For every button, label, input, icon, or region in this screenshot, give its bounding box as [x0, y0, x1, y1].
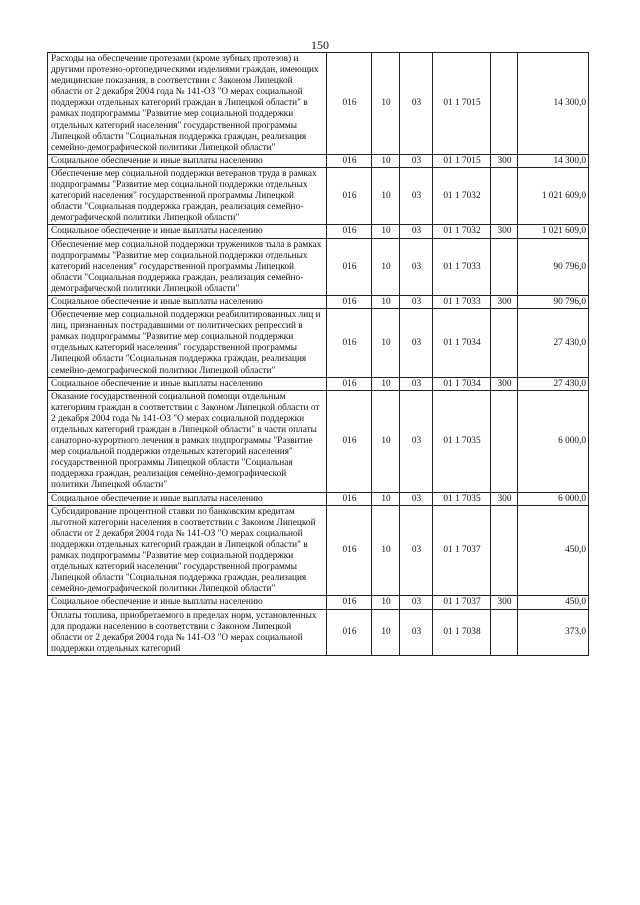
table-row — [48, 492, 589, 505]
cell-podrazdel: 03 — [400, 377, 433, 390]
cell-ved-code: 016 — [327, 492, 372, 505]
cell-podrazdel: 03 — [400, 390, 433, 492]
cell-razdel: 10 — [372, 596, 400, 609]
cell-sum: 1 021 609,0 — [518, 167, 589, 224]
cell-expense-type: 300 — [491, 225, 518, 238]
cell-description: Обеспечение мер социальной поддержки ветеранов труда в рамках подпрограммы "Развитие мер социальной поддержки отдельных категорий населения" государственной программы Липецкой области "Социальная поддержка граждан, реализация семейно-демографической политики Липецкой области" — [48, 167, 327, 224]
cell-ved-code: 016 — [327, 309, 372, 378]
cell-target-article: 01 1 7015 — [433, 53, 491, 155]
table-row — [48, 53, 589, 155]
cell-ved-code: 016 — [327, 225, 372, 238]
cell-podrazdel: 03 — [400, 154, 433, 167]
cell-razdel: 10 — [372, 505, 400, 596]
cell-ved-code: 016 — [327, 167, 372, 224]
table-row — [48, 596, 589, 609]
cell-ved-code: 016 — [327, 377, 372, 390]
table-row — [48, 167, 589, 224]
cell-ved-code: 016 — [327, 596, 372, 609]
cell-expense-type: 300 — [491, 154, 518, 167]
cell-podrazdel: 03 — [400, 167, 433, 224]
cell-description: Обеспечение мер социальной поддержки тружеников тыла в рамках подпрограммы "Развитие мер социальной поддержки отдельных категорий населения" государственной программы Липецкой области "Социальная поддержка граждан, реализация семейно-демографической политики Липецкой области" — [48, 238, 327, 295]
cell-razdel: 10 — [372, 238, 400, 295]
cell-razdel: 10 — [372, 154, 400, 167]
cell-expense-type — [491, 167, 518, 224]
cell-description: Оплаты топлива, приобретаемого в пределах норм, установленных для продажи населению в соответствии с Законом Липецкой области от 2 декабря 2004 года № 141-ОЗ "О мерах социальной поддержки отдельных категорий — [48, 609, 327, 655]
cell-sum: 6 000,0 — [518, 390, 589, 492]
cell-expense-type: 300 — [491, 492, 518, 505]
cell-target-article: 01 1 7033 — [433, 238, 491, 295]
cell-sum: 27 430,0 — [518, 377, 589, 390]
cell-target-article: 01 1 7035 — [433, 390, 491, 492]
table-row — [48, 505, 589, 596]
cell-sum: 450,0 — [518, 596, 589, 609]
cell-ved-code: 016 — [327, 295, 372, 308]
table-row — [48, 225, 589, 238]
cell-razdel: 10 — [372, 609, 400, 655]
table-row — [48, 295, 589, 308]
cell-podrazdel: 03 — [400, 309, 433, 378]
cell-sum: 1 021 609,0 — [518, 225, 589, 238]
cell-expense-type — [491, 505, 518, 596]
cell-ved-code: 016 — [327, 505, 372, 596]
cell-description: Социальное обеспечение и иные выплаты населению — [48, 377, 327, 390]
cell-razdel: 10 — [372, 295, 400, 308]
cell-razdel: 10 — [372, 309, 400, 378]
cell-expense-type — [491, 390, 518, 492]
cell-expense-type: 300 — [491, 295, 518, 308]
cell-ved-code: 016 — [327, 390, 372, 492]
cell-target-article: 01 1 7035 — [433, 492, 491, 505]
cell-target-article: 01 1 7037 — [433, 505, 491, 596]
cell-target-article: 01 1 7015 — [433, 154, 491, 167]
cell-sum: 90 796,0 — [518, 295, 589, 308]
cell-description: Социальное обеспечение и иные выплаты населению — [48, 596, 327, 609]
cell-description: Расходы на обеспечение протезами (кроме зубных протезов) и другими протезно-ортопедическими изделиями граждан, имеющих медицинские показания, в соответствии с Законом Липецкой области от 2 декабря 2004 года № 141-ОЗ "О мерах социальной поддержки отдельных категорий граждан в Липецкой области" в рамках подпрограммы "Развитие мер социальной поддержки отдельных категорий населения" государственной программы Липецкой области "Социальная поддержка граждан, реализация семейно-демографической политики Липецкой области" — [48, 53, 327, 155]
cell-target-article: 01 1 7033 — [433, 295, 491, 308]
cell-podrazdel: 03 — [400, 505, 433, 596]
cell-expense-type: 300 — [491, 596, 518, 609]
table-row — [48, 377, 589, 390]
cell-podrazdel: 03 — [400, 53, 433, 155]
cell-target-article: 01 1 7034 — [433, 377, 491, 390]
cell-target-article: 01 1 7038 — [433, 609, 491, 655]
table-row — [48, 390, 589, 492]
cell-sum: 6 000,0 — [518, 492, 589, 505]
table-row — [48, 154, 589, 167]
cell-description: Оказание государственной социальной помощи отдельным категориям граждан в соответствии с Законом Липецкой области от 2 декабря 2004 года № 141-ОЗ "О мерах социальной поддержки отдельных категорий граждан в Липецкой области" в части оплаты санаторно-курортного лечения в рамках подпрограммы "Развитие мер социальной поддержки отдельных категорий населения" государственной программы Липецкой области "Социальная поддержка граждан, реализация семейно-демографической политики Липецкой области" — [48, 390, 327, 492]
cell-description: Социальное обеспечение и иные выплаты населению — [48, 225, 327, 238]
cell-sum: 90 796,0 — [518, 238, 589, 295]
cell-target-article: 01 1 7032 — [433, 225, 491, 238]
cell-description: Социальное обеспечение и иные выплаты населению — [48, 492, 327, 505]
cell-target-article: 01 1 7037 — [433, 596, 491, 609]
cell-razdel: 10 — [372, 377, 400, 390]
cell-description: Обеспечение мер социальной поддержки реабилитированных лиц и лиц, признанных пострадавшими от политических репрессий в рамках подпрограммы "Развитие мер социальной поддержки отдельных категорий населения" государственной программы Липецкой области "Социальная поддержка граждан, реализация семейно-демографической политики Липецкой области" — [48, 309, 327, 378]
cell-target-article: 01 1 7032 — [433, 167, 491, 224]
budget-table-body — [48, 53, 589, 656]
cell-ved-code: 016 — [327, 53, 372, 155]
cell-razdel: 10 — [372, 390, 400, 492]
cell-ved-code: 016 — [327, 238, 372, 295]
cell-sum: 27 430,0 — [518, 309, 589, 378]
cell-target-article: 01 1 7034 — [433, 309, 491, 378]
cell-podrazdel: 03 — [400, 225, 433, 238]
cell-razdel: 10 — [372, 167, 400, 224]
cell-podrazdel: 03 — [400, 609, 433, 655]
cell-podrazdel: 03 — [400, 492, 433, 505]
cell-ved-code: 016 — [327, 609, 372, 655]
page-number: 150 — [311, 38, 329, 52]
cell-sum: 450,0 — [518, 505, 589, 596]
cell-sum: 14 300,0 — [518, 154, 589, 167]
table-row — [48, 238, 589, 295]
cell-description: Субсидирование процентной ставки по банковским кредитам льготной категории населения в соответствии с Законом Липецкой области от 2 декабря 2004 года № 141-ОЗ "О мерах социальной поддержки отдельных категорий граждан в Липецкой области" в рамках подпрограммы "Развитие мер социальной поддержки отдельных категорий населения" государственной программы Липецкой области "Социальная поддержка граждан, реализация семейно-демографической политики Липецкой области" — [48, 505, 327, 596]
cell-sum: 14 300,0 — [518, 53, 589, 155]
cell-podrazdel: 03 — [400, 596, 433, 609]
cell-expense-type — [491, 309, 518, 378]
cell-podrazdel: 03 — [400, 238, 433, 295]
cell-razdel: 10 — [372, 225, 400, 238]
cell-expense-type — [491, 238, 518, 295]
table-row — [48, 309, 589, 378]
table-row — [48, 609, 589, 655]
cell-razdel: 10 — [372, 53, 400, 155]
budget-table — [47, 52, 589, 656]
cell-description: Социальное обеспечение и иные выплаты населению — [48, 154, 327, 167]
cell-ved-code: 016 — [327, 154, 372, 167]
cell-expense-type — [491, 53, 518, 155]
cell-sum: 373,0 — [518, 609, 589, 655]
cell-description: Социальное обеспечение и иные выплаты населению — [48, 295, 327, 308]
cell-podrazdel: 03 — [400, 295, 433, 308]
cell-expense-type — [491, 609, 518, 655]
cell-razdel: 10 — [372, 492, 400, 505]
cell-expense-type: 300 — [491, 377, 518, 390]
